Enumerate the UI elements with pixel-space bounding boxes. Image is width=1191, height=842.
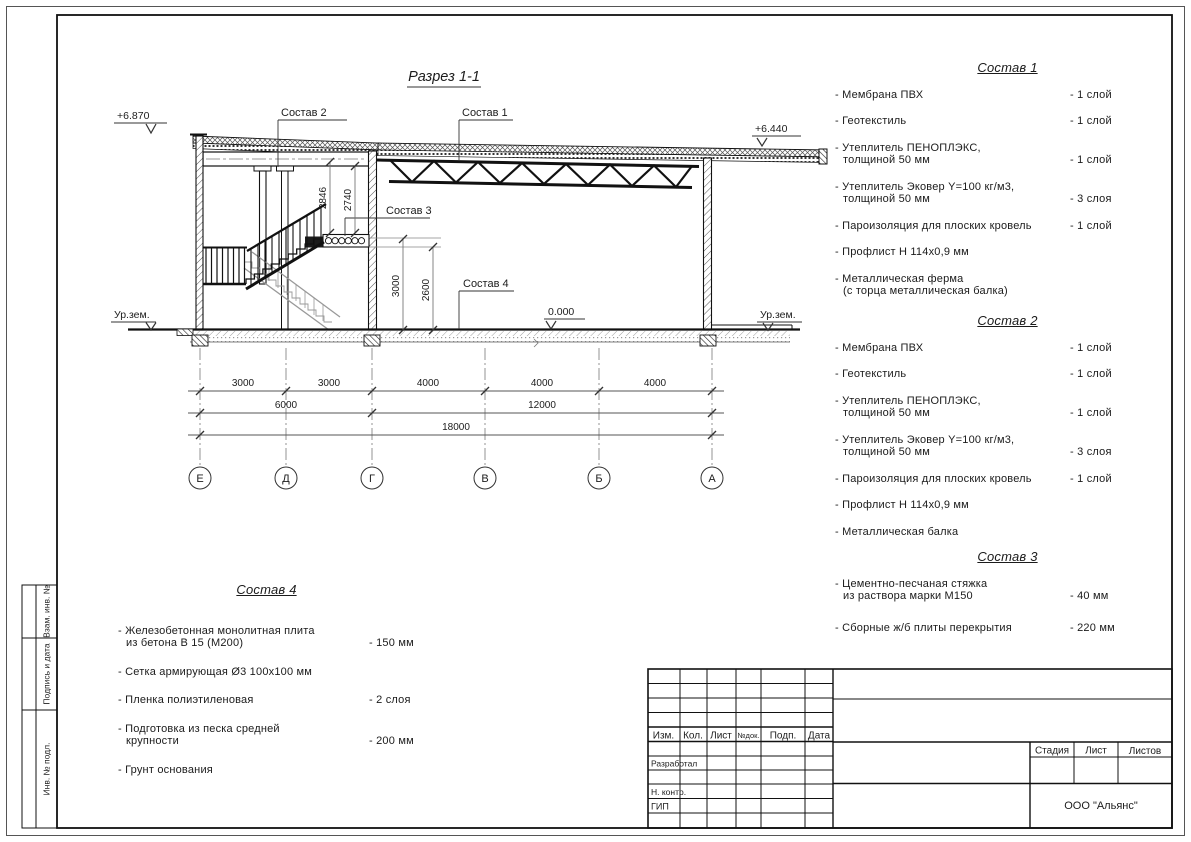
leader-sostav4-label: Состав 4 xyxy=(463,278,509,290)
list-item: - Профлист Н 114х0,9 мм xyxy=(835,499,969,511)
tb-company: ООО "Альянс" xyxy=(1064,800,1138,812)
dim-18000: 18000 xyxy=(442,422,470,433)
elev-top-left: +6.870 xyxy=(117,110,150,122)
leader-sostav1-label: Состав 1 xyxy=(462,107,508,119)
tb-col-izm: Изм. xyxy=(652,730,675,742)
composition-list-1 xyxy=(835,62,1180,312)
tb-sheets-label: Листов xyxy=(1128,746,1162,757)
tb-row-developed: Разработал xyxy=(651,758,698,769)
tb-col-podp: Подп. xyxy=(769,730,797,742)
tb-col-ndok: №док. xyxy=(737,731,760,740)
list-item: - Металлическая балка xyxy=(835,525,959,538)
axis-bubbles xyxy=(189,467,723,489)
list-item: - Профлист Н 114х0,9 мм xyxy=(835,246,969,258)
drawing-title: Разрез 1-1 xyxy=(408,69,480,85)
building-section xyxy=(111,69,827,489)
ground-level-left: Ур.зем. xyxy=(114,309,150,321)
dimension-lines xyxy=(188,348,724,467)
axis-label-v: В xyxy=(481,473,489,485)
tb-row-gip: ГИП xyxy=(651,801,669,812)
elev-zero: 0.000 xyxy=(548,306,575,318)
list-item: - Пароизоляция для плоских кровель - 1 слой xyxy=(835,219,1112,232)
list-item: - Утеплитель ПЕНОПЛЭКС, толщиной 50 мм - 1 слой xyxy=(835,141,1112,166)
dim-2846: 2846 xyxy=(318,186,329,210)
list-title: Состав 3 xyxy=(977,549,1038,564)
tb-col-list: Лист xyxy=(710,730,732,742)
list-item: - Мембрана ПВХ - 1 слой xyxy=(835,341,1112,354)
tb-sheet-label: Лист xyxy=(1085,745,1107,757)
axis-label-d: Д xyxy=(282,473,290,485)
dim-6000: 6000 xyxy=(274,400,298,411)
list-item: - Металлическая ферма (с торца металлическая балка) xyxy=(835,272,1008,297)
strip-label-inv: Инв. № подл. xyxy=(41,742,52,796)
tb-row-ncontrol: Н. контр. xyxy=(651,787,687,797)
composition-list-3 xyxy=(835,551,1180,653)
dim-span-4: 4000 xyxy=(530,378,554,389)
axis-label-a: А xyxy=(708,473,716,485)
leader-sostav2-label: Состав 2 xyxy=(281,107,327,119)
list-item: - Утеплитель ПЕНОПЛЭКС, толщиной 50 мм - 1 слой xyxy=(835,394,1112,419)
wall-axis-g xyxy=(369,151,377,330)
tb-stage-label: Стадия xyxy=(1034,745,1070,757)
ground-floor xyxy=(128,325,800,347)
ground-level-right: Ур.зем. xyxy=(760,309,796,321)
dim-2740: 2740 xyxy=(343,188,354,212)
list-item: - Утеплитель Эковер Y=100 кг/м3, толщиной 50 мм - 3 слоя xyxy=(835,433,1112,458)
dim-span-2: 3000 xyxy=(317,378,341,389)
leader-sostav3-label: Состав 3 xyxy=(386,205,432,217)
list-item: - Цементно-песчаная стяжка из раствора марки М150 - 40 мм xyxy=(835,577,1109,602)
wall-axis-e xyxy=(196,136,203,330)
list-title: Состав 4 xyxy=(236,582,297,597)
strip-label-zam: Взам. инв. № xyxy=(41,585,52,638)
axis-label-b: Б xyxy=(595,473,603,485)
list-item: - Грунт основания xyxy=(118,763,213,776)
dim-2600v: 2600 xyxy=(421,278,432,302)
list-item: - Железобетонная монолитная плита из бетона В 15 (М200) - 150 мм xyxy=(118,624,414,649)
staircase xyxy=(203,204,340,330)
list-item: - Геотекстиль - 1 слой xyxy=(835,115,1112,127)
list-item: - Геотекстиль - 1 слой xyxy=(835,368,1112,380)
list-title: Состав 1 xyxy=(977,60,1038,75)
tb-col-data: Дата xyxy=(807,730,831,742)
side-strip xyxy=(22,585,57,828)
title-block xyxy=(648,669,1172,828)
composition-list-2 xyxy=(835,315,1180,552)
list-item: - Мембрана ПВХ - 1 слой xyxy=(835,88,1112,101)
axis-label-g: Г xyxy=(369,473,375,485)
dim-span-5: 4000 xyxy=(643,378,667,389)
tb-col-kol: Кол. xyxy=(683,730,703,742)
wall-axis-a xyxy=(704,158,712,330)
steel-truss xyxy=(377,160,699,188)
dim-3000v: 3000 xyxy=(391,274,402,298)
dim-span-3: 4000 xyxy=(416,378,440,389)
list-item: - Утеплитель Эковер Y=100 кг/м3, толщиной 50 мм - 3 слоя xyxy=(835,180,1112,205)
list-item: - Пароизоляция для плоских кровель - 1 слой xyxy=(835,472,1112,485)
list-item: - Сборные ж/б плиты перекрытия - 220 мм xyxy=(835,621,1115,634)
elev-top-right: +6.440 xyxy=(755,123,788,135)
strip-label-podp: Подпись и дата xyxy=(41,643,52,705)
list-title: Состав 2 xyxy=(977,313,1038,328)
composition-list-4 xyxy=(118,584,415,792)
list-item: - Пленка полиэтиленовая - 2 слоя xyxy=(118,694,411,706)
list-item: - Сетка армирующая Ø3 100х100 мм xyxy=(118,665,313,678)
dim-span-1: 3000 xyxy=(231,378,255,389)
list-item: - Подготовка из песка средней крупности - 200 мм xyxy=(118,722,414,747)
dim-12000: 12000 xyxy=(528,400,556,411)
axis-label-e: Е xyxy=(196,473,204,485)
